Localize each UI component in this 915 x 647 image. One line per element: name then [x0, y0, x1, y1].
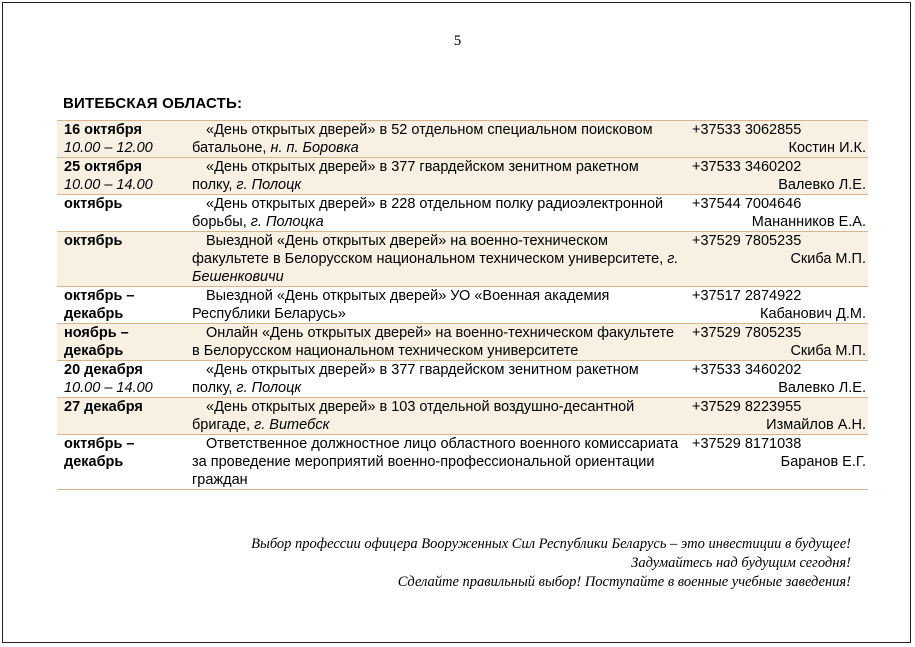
event-date: 27 декабря [64, 399, 143, 415]
event-description: Выездной «День открытых дверей» УО «Военная академия Республики Беларусь» [192, 288, 610, 322]
contact-person: Валевко Л.Е. [778, 177, 866, 193]
contact-phone: +37529 7805235 [692, 233, 802, 249]
event-description: Ответственное должностное лицо областного военного комиссариата за проведение мероприятий военно-профессиональной ориентации граждан [192, 436, 679, 488]
event-description: «День открытых дверей» в 52 отдельном специальном поисковом батальоне, [192, 122, 653, 156]
event-description: Выездной «День открытых дверей» на военно-техническом факультете в Белорусском национальном техническом университете, [192, 233, 668, 267]
contact-phone: +37529 7805235 [692, 325, 802, 341]
event-description-cell [192, 158, 682, 195]
event-date: 25 октября [64, 159, 142, 175]
contact-person: Кабанович Д.М. [760, 306, 866, 322]
event-date-cell [57, 158, 192, 195]
contact-phone: +37529 8223955 [692, 399, 802, 415]
event-date-cell [57, 435, 192, 490]
contact-phone: +37533 3460202 [692, 159, 802, 175]
event-description-cell [192, 361, 682, 398]
page-number: 5 [453, 33, 462, 49]
event-contact-cell [682, 121, 868, 158]
contact-person: Баранов Е.Г. [780, 454, 866, 470]
contact-phone: +37529 8171038 [692, 436, 802, 452]
event-description: «День открытых дверей» в 377 гвардейском зенитном ракетном полку, [192, 159, 639, 193]
event-description-cell [192, 232, 682, 287]
event-date: ноябрь – декабрь [64, 325, 129, 359]
event-location: г. Витебск [254, 417, 330, 433]
event-description-cell [192, 287, 682, 324]
event-contact-cell [682, 287, 868, 324]
event-date-cell [57, 232, 192, 287]
event-date: 20 декабря [64, 362, 143, 378]
event-row [57, 195, 868, 232]
event-time: 10.00 – 14.00 [64, 380, 153, 396]
event-row [57, 287, 868, 324]
slogan-line: Задумайтесь над будущим сегодня! [631, 555, 851, 571]
event-row [57, 232, 868, 287]
event-date: октябрь [64, 233, 123, 249]
contact-person: Валевко Л.Е. [778, 380, 866, 396]
events-table [57, 120, 868, 490]
event-location: г. Бешенковичи [192, 251, 679, 285]
event-date-cell [57, 195, 192, 232]
slogan [251, 535, 851, 592]
region-title: ВИТЕБСКАЯ ОБЛАСТЬ: [63, 95, 243, 112]
event-date: октябрь – декабрь [64, 436, 135, 470]
event-location: н. п. Боровка [270, 140, 359, 156]
event-time: 10.00 – 14.00 [64, 177, 153, 193]
event-row [57, 324, 868, 361]
event-contact-cell [682, 158, 868, 195]
event-row [57, 361, 868, 398]
event-description-cell [192, 324, 682, 361]
event-contact-cell [682, 361, 868, 398]
event-date-cell [57, 121, 192, 158]
event-row [57, 398, 868, 435]
event-row [57, 435, 868, 490]
contact-person: Измайлов А.Н. [766, 417, 866, 433]
contact-phone: +37517 2874922 [692, 288, 802, 304]
contact-phone: +37533 3062855 [692, 122, 802, 138]
event-contact-cell [682, 232, 868, 287]
event-date: октябрь [64, 196, 123, 212]
event-time: 10.00 – 12.00 [64, 140, 153, 156]
event-date-cell [57, 361, 192, 398]
event-date-cell [57, 287, 192, 324]
contact-phone: +37533 3460202 [692, 362, 802, 378]
contact-person: Костин И.К. [788, 140, 866, 156]
event-contact-cell [682, 398, 868, 435]
event-description: «День открытых дверей» в 377 гвардейском зенитном ракетном полку, [192, 362, 639, 396]
slogan-line: Выбор профессии офицера Вооруженных Сил Республики Беларусь – это инвестиции в будущее! [251, 536, 851, 552]
event-location: г. Полоцка [250, 214, 324, 230]
event-contact-cell [682, 195, 868, 232]
event-description: «День открытых дверей» в 103 отдельной воздушно-десантной бригаде, [192, 399, 635, 433]
event-description: «День открытых дверей» в 228 отдельном полку радиоэлектронной борьбы, [192, 196, 664, 230]
event-row [57, 158, 868, 195]
event-description-cell [192, 121, 682, 158]
event-date-cell [57, 324, 192, 361]
event-row [57, 121, 868, 158]
event-location: г. Полоцк [236, 380, 302, 396]
event-date: октябрь – декабрь [64, 288, 135, 322]
event-description: Онлайн «День открытых дверей» на военно-техническом факультете в Белорусском национальном техническом университете [192, 325, 675, 359]
contact-phone: +37544 7004646 [692, 196, 802, 212]
event-description-cell [192, 435, 682, 490]
event-description-cell [192, 398, 682, 435]
contact-person: Скиба М.П. [790, 251, 866, 267]
event-contact-cell [682, 435, 868, 490]
slogan-line: Сделайте правильный выбор! Поступайте в военные учебные заведения! [397, 574, 851, 590]
contact-person: Мананников Е.А. [751, 214, 866, 230]
event-description-cell [192, 195, 682, 232]
event-date: 16 октября [64, 122, 142, 138]
event-contact-cell [682, 324, 868, 361]
event-date-cell [57, 398, 192, 435]
contact-person: Скиба М.П. [790, 343, 866, 359]
event-location: г. Полоцк [236, 177, 302, 193]
